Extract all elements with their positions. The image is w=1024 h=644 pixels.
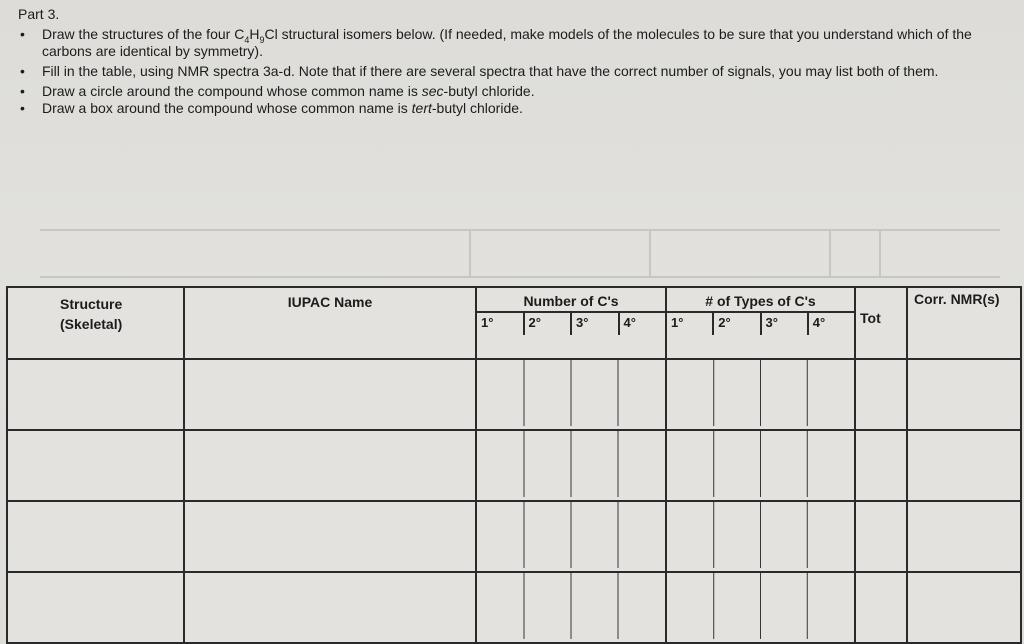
table-row — [7, 572, 1021, 643]
structure-header-label: Structure — [60, 296, 123, 312]
nmr-cell[interactable] — [907, 430, 1021, 501]
types-cell[interactable] — [666, 430, 855, 501]
degree-label: 4° — [623, 315, 636, 330]
degree-label: 2° — [525, 313, 573, 335]
degree-label: 3° — [572, 313, 620, 335]
degree-label: 1° — [477, 313, 525, 335]
part-title: Part 3. — [18, 6, 60, 22]
total-cell[interactable] — [855, 430, 907, 501]
iupac-cell[interactable] — [184, 359, 476, 430]
iupac-header: IUPAC Name — [184, 287, 476, 359]
instruction-text: Draw the structures of the four C — [42, 26, 245, 42]
nmr-cell[interactable] — [907, 359, 1021, 430]
number-cell[interactable] — [476, 572, 666, 643]
total-header: Tot — [855, 287, 907, 359]
bullet: • — [20, 83, 25, 99]
table-row — [7, 501, 1021, 572]
iupac-cell[interactable] — [184, 430, 476, 501]
number-of-carbons-label: Number of C's — [523, 293, 619, 309]
table-row — [7, 359, 1021, 430]
table-row — [7, 430, 1021, 501]
types-cell[interactable] — [666, 501, 855, 572]
nmr-header: Corr. NMR(s) — [907, 287, 1021, 359]
structure-header-sublabel: (Skeletal) — [60, 316, 123, 332]
types-of-carbons-label: # of Types of C's — [705, 293, 816, 309]
structure-cell[interactable] — [7, 430, 184, 501]
number-of-carbons-header — [476, 287, 666, 359]
instruction-text: -butyl chloride. — [431, 100, 523, 116]
number-cell[interactable] — [476, 501, 666, 572]
nmr-cell[interactable] — [907, 572, 1021, 643]
number-cell[interactable] — [476, 430, 666, 501]
instruction-item — [20, 26, 1000, 60]
iupac-cell[interactable] — [184, 572, 476, 643]
iupac-cell[interactable] — [184, 501, 476, 572]
instruction-text: Draw a box around the compound whose common name is — [42, 100, 412, 116]
types-degree-row — [667, 311, 854, 335]
total-cell[interactable] — [855, 501, 907, 572]
types-of-carbons-header — [666, 287, 855, 359]
structure-header — [7, 287, 184, 359]
instruction-text: Fill in the table, using NMR spectra 3a-d. Note that if there are several spectra that have the correct number of signals, you may list both of them. — [42, 63, 939, 79]
instruction-item — [20, 83, 1000, 100]
subscript: 4 — [244, 34, 250, 45]
degree-label: 1° — [667, 313, 714, 335]
degree-label: 3° — [762, 313, 809, 335]
types-cell[interactable] — [666, 572, 855, 643]
types-cell[interactable] — [666, 359, 855, 430]
nmr-cell[interactable] — [907, 501, 1021, 572]
total-cell[interactable] — [855, 359, 907, 430]
bullet: • — [20, 100, 25, 116]
subscript: 9 — [259, 34, 265, 45]
structure-cell[interactable] — [7, 501, 184, 572]
instructions-list — [20, 26, 1000, 120]
instruction-text: -butyl chloride. — [443, 83, 535, 99]
structure-cell[interactable] — [7, 572, 184, 643]
isomer-table — [6, 286, 1022, 644]
isomer-table-wrapper — [0, 286, 1024, 626]
instruction-item — [20, 100, 1000, 117]
instruction-text: Cl structural isomers below. (If needed, make models of the molecules to be sure that you understand which of the carbons are identical by symmetry). — [42, 26, 972, 59]
number-cell[interactable] — [476, 359, 666, 430]
total-cell[interactable] — [855, 572, 907, 643]
bleed-through-grid — [0, 225, 1024, 285]
bullet: • — [20, 63, 25, 79]
number-degree-row — [477, 311, 665, 335]
instruction-text: Draw a circle around the compound whose common name is — [42, 83, 422, 99]
instruction-italic: sec — [421, 83, 444, 99]
instruction-text: H — [249, 26, 260, 42]
degree-label: 2° — [714, 313, 761, 335]
degree-label: 4° — [812, 315, 826, 330]
structure-cell[interactable] — [7, 359, 184, 430]
instruction-italic: tert — [411, 100, 432, 116]
bullet: • — [20, 26, 25, 42]
instruction-item — [20, 63, 1000, 80]
table-header-row — [7, 287, 1021, 359]
